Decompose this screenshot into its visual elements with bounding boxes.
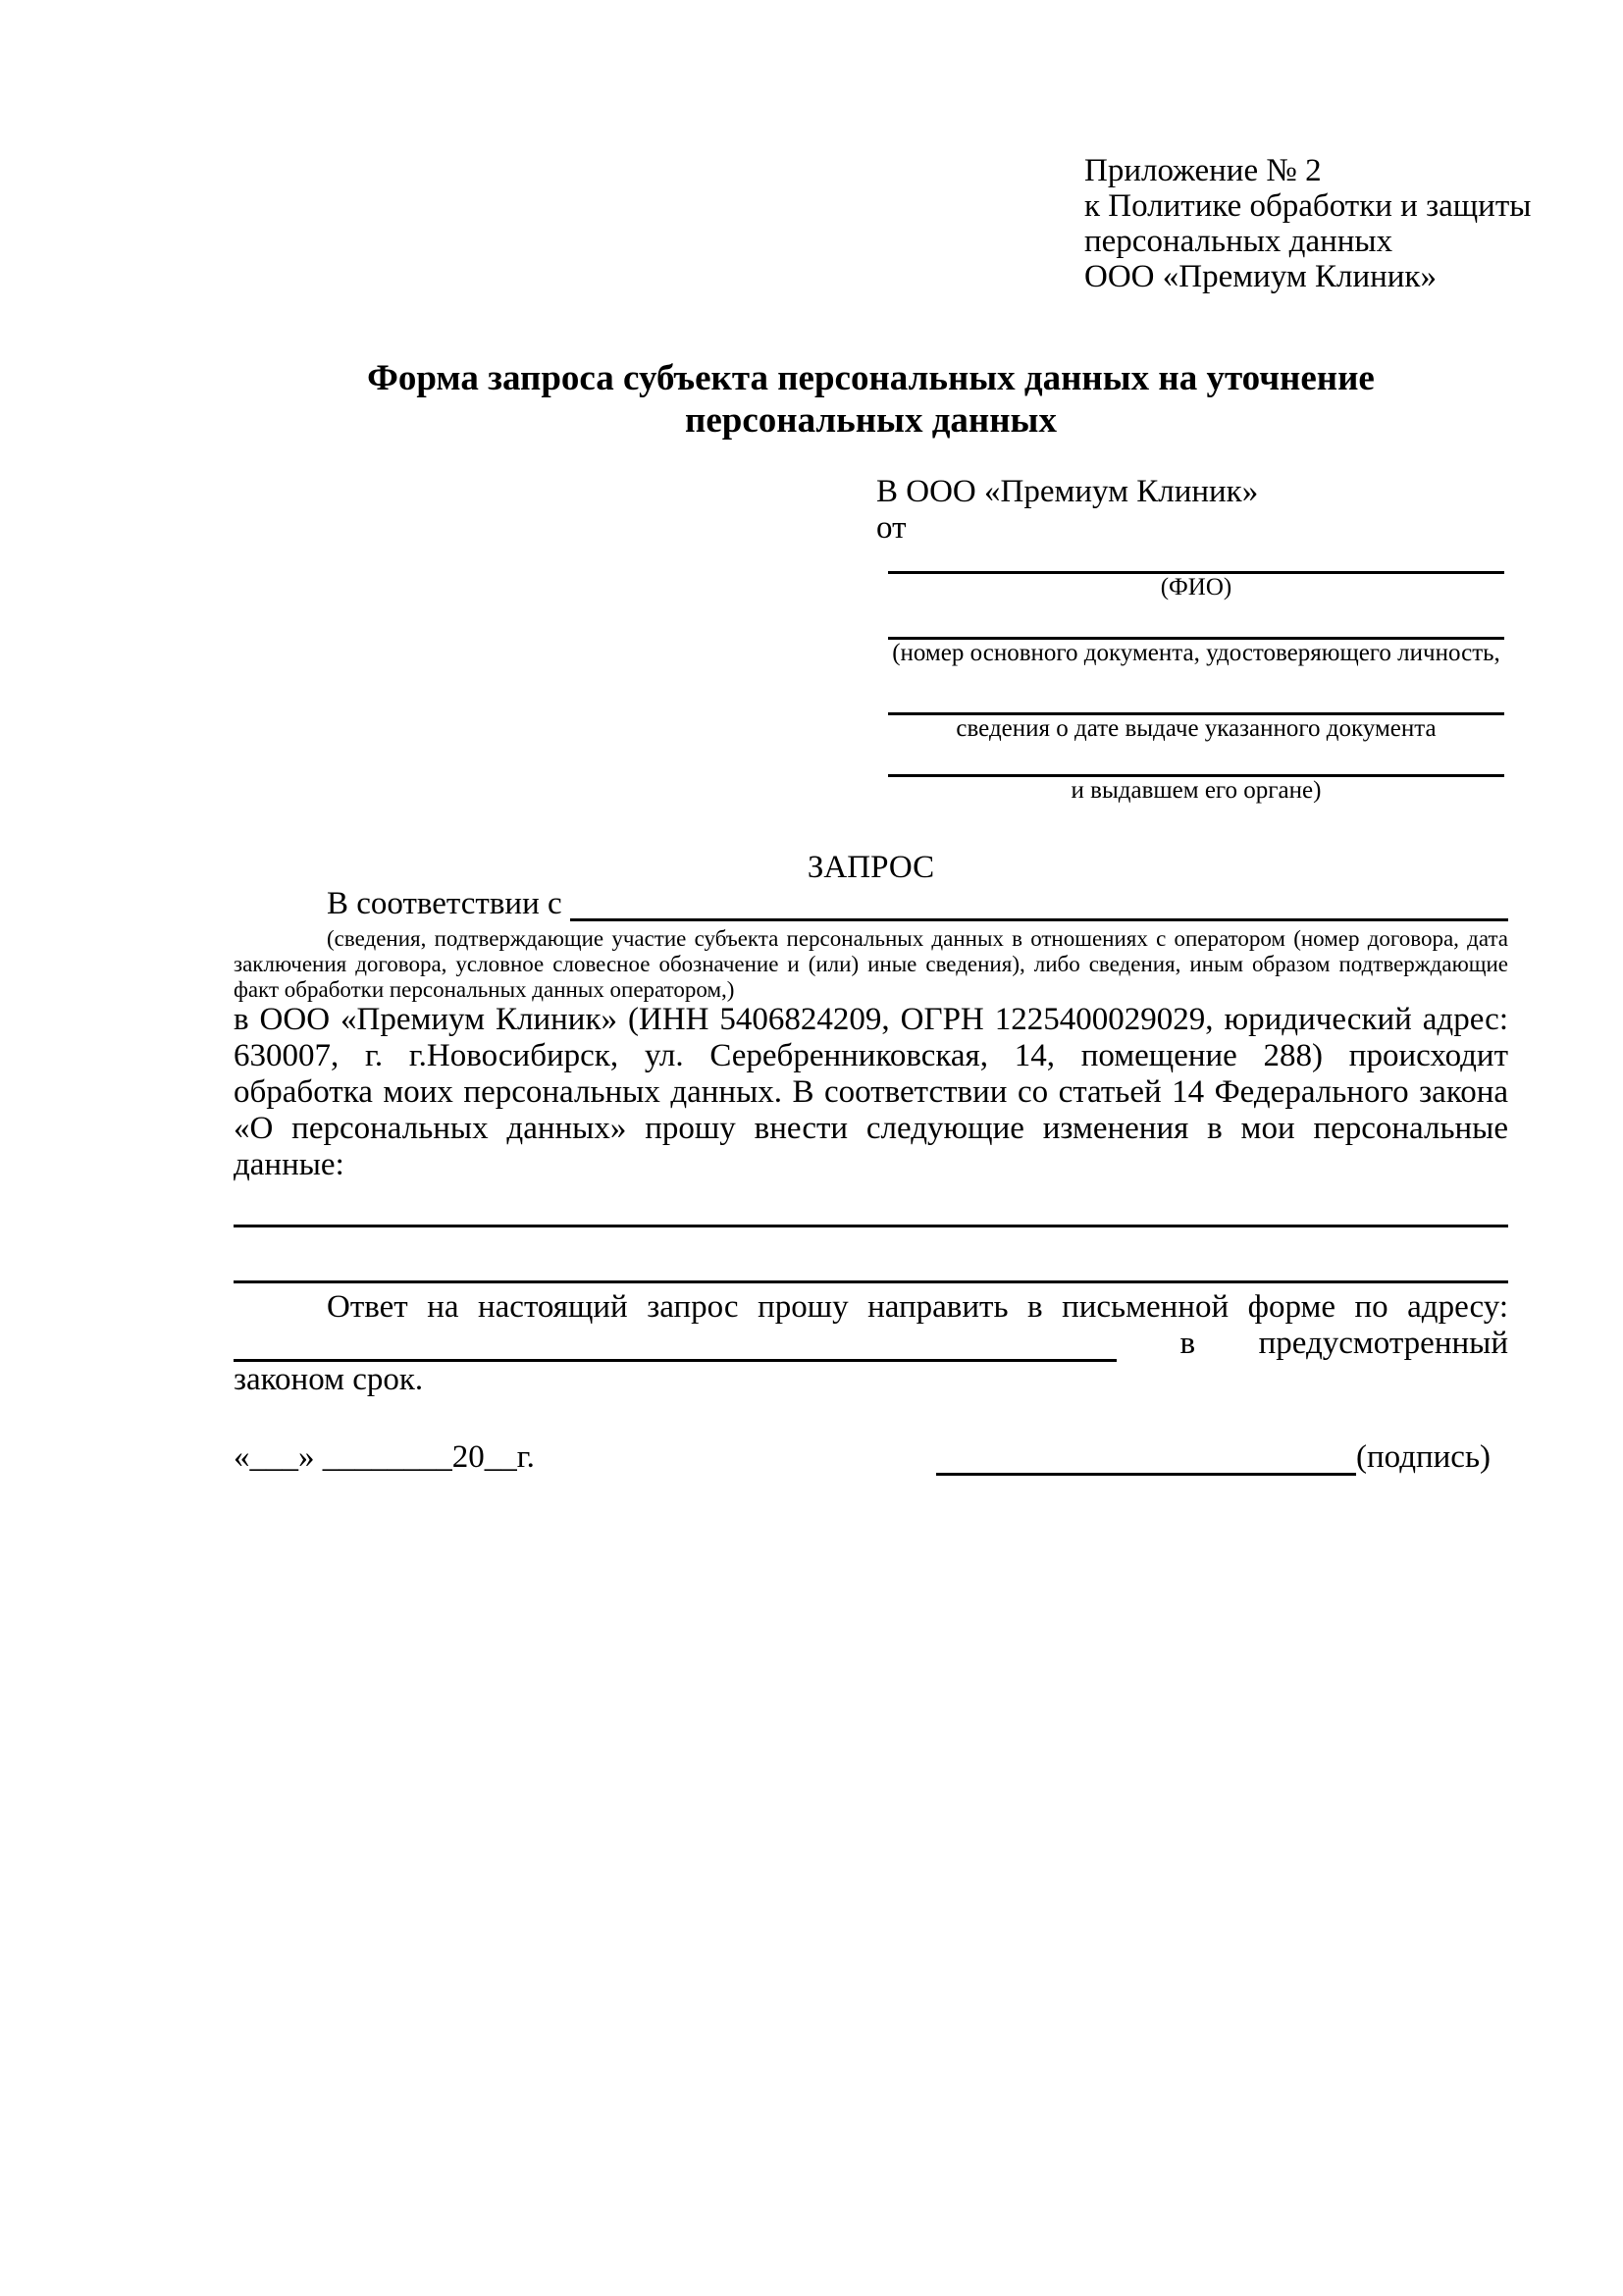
header-note-line: персональных данных: [1084, 224, 1393, 259]
request-heading: ЗАПРОС: [807, 850, 935, 885]
addressee-block: [876, 474, 1258, 547]
doc-number-caption: (номер основного документа, удостоверяющего личность,: [892, 640, 1500, 666]
doc-issue-date-caption: сведения о дате выдаче указанного документа: [956, 715, 1437, 742]
header-note-line: ООО «Премиум Клиник»: [1084, 259, 1437, 294]
document-title-line: Форма запроса субъекта персональных данных на уточнение: [367, 358, 1375, 398]
response-paragraph-line3: законом срок.: [234, 1362, 424, 1397]
addressee-from-label: от: [876, 510, 907, 546]
form-field-doc-issue-date: [888, 681, 1504, 742]
header-note-line: Приложение № 2: [1084, 153, 1322, 188]
signature-input-line[interactable]: [936, 1439, 1356, 1476]
basis-fine-print: (сведения, подтверждающие участие субъекта персональных данных в отношениях с оператором (номер договора, дата заключения договора, условное словесное обозначение и (или) иные сведения), либо сведения, иным образом подтверждающие факт обработки персональных данных оператором,): [234, 926, 1508, 1002]
doc-issue-date-input-line[interactable]: [888, 681, 1504, 715]
addressee-to: В ООО «Премиум Клиник»: [876, 474, 1259, 509]
request-intro-row: [234, 886, 1508, 921]
address-input-line[interactable]: [234, 1326, 1117, 1362]
request-body-paragraph: в ООО «Премиум Клиник» (ИНН 5406824209, ОГРН 1225400029029, юридический адрес: 630007, г. г.Новосибирск, ул. Серебренниковская, 14, помещение 288) происходит обработка моих персональных данных. В соответствии со статьей 14 Федерального закона «О персональных данных» прошу внести следующие изменения в мои персональные данные:: [234, 1002, 1508, 1182]
fio-caption: (ФИО): [1160, 574, 1232, 600]
document-title-line: персональных данных: [685, 400, 1057, 441]
doc-authority-input-line[interactable]: [888, 743, 1504, 777]
basis-input-line[interactable]: [570, 886, 1508, 921]
form-field-doc-authority: [888, 743, 1504, 804]
footer-row: [234, 1439, 1491, 1476]
doc-authority-caption: и выдавшем его органе): [1071, 777, 1322, 804]
form-field-fio: [888, 540, 1504, 600]
request-intro-prefix: В соответствии с: [327, 886, 570, 921]
header-note-line: к Политике обработки и защиты: [1084, 188, 1532, 224]
fio-input-line[interactable]: [888, 540, 1504, 574]
signature-caption: (подпись): [1356, 1439, 1491, 1475]
response-paragraph-line2: [234, 1326, 1508, 1362]
form-field-doc-number: [888, 605, 1504, 666]
changes-input-line-2[interactable]: [234, 1280, 1508, 1283]
response-paragraph-line1: Ответ на настоящий запрос прошу направить в письменной форме по адресу:: [327, 1289, 1508, 1325]
document-title: [234, 357, 1508, 442]
changes-input-line-1[interactable]: [234, 1225, 1508, 1227]
header-note: [1084, 153, 1531, 294]
doc-number-input-line[interactable]: [888, 605, 1504, 640]
response-word: в: [1179, 1326, 1196, 1361]
signature-group: [936, 1439, 1491, 1476]
date-fill-in[interactable]: «___» ________20__г.: [234, 1439, 535, 1475]
response-word: предусмотренный: [1258, 1326, 1508, 1361]
